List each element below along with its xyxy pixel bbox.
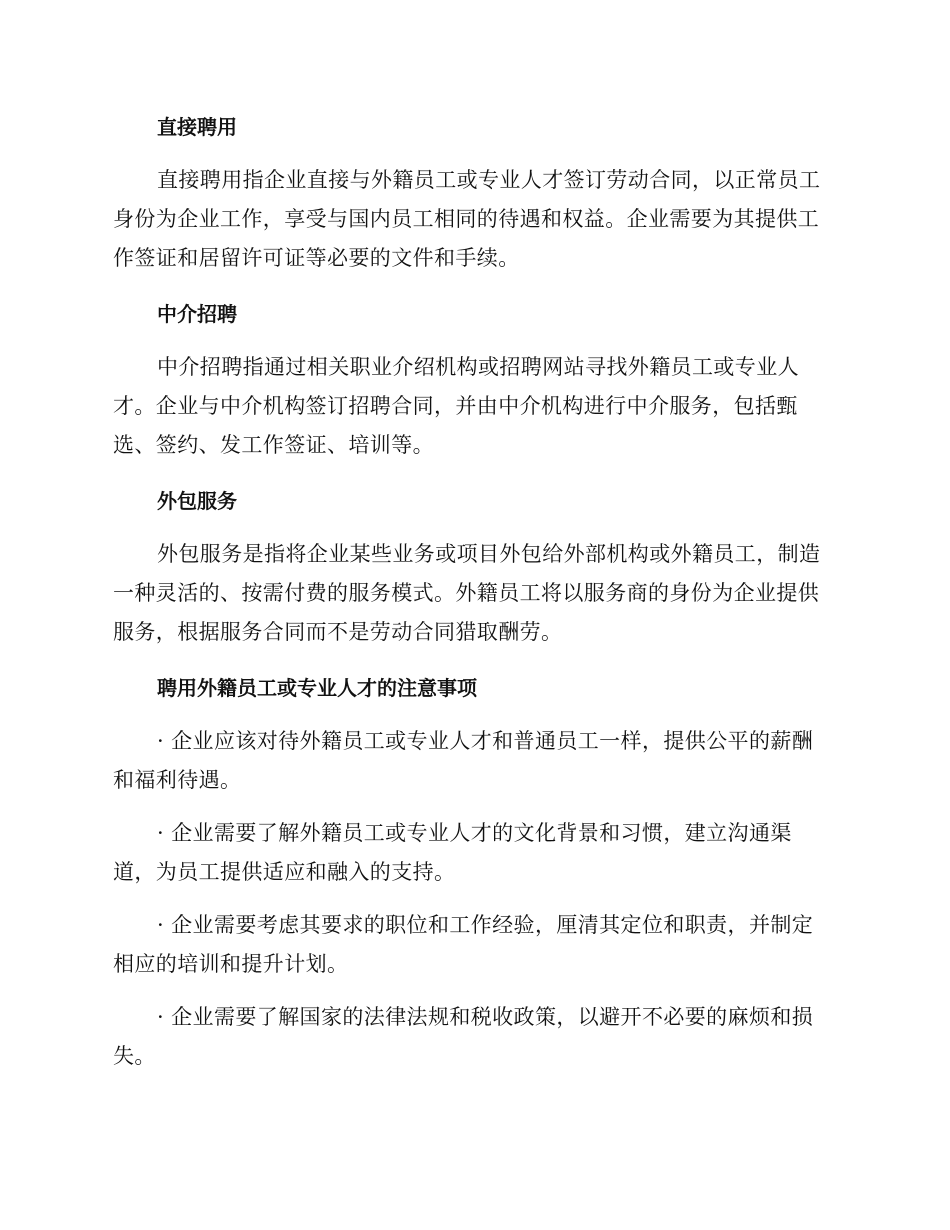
notes-item: · 企业需要了解国家的法律法规和税收政策，以避开不必要的麻烦和损失。: [113, 1005, 814, 1068]
section-heading-outsourcing: 外包服务: [157, 489, 237, 513]
notes-heading: 聘用外籍员工或专业人才的注意事项: [157, 676, 477, 700]
section-paragraph-outsourcing: 外包服务是指将企业某些业务或项目外包给外部机构或外籍员工，制造一种灵活的、按需付费的服务模式。外籍员工将以服务商的身份为企业提供服务，根据服务合同而不是劳动合同猎取酬劳。: [113, 542, 821, 644]
section-paragraph-agency-recruitment: 中介招聘指通过相关职业介绍机构或招聘网站寻找外籍员工或专业人才。企业与中介机构签订招聘合同，并由中介机构进行中介服务，包括甄选、签约、发工作签证、培训等。: [113, 355, 799, 457]
notes-item: · 企业应该对待外籍员工或专业人才和普通员工一样，提供公平的薪酬和福利待遇。: [113, 729, 814, 792]
section-heading-agency-recruitment: 中介招聘: [157, 302, 237, 326]
section-paragraph-direct-hire: 直接聘用指企业直接与外籍员工或专业人才签订劳动合同，以正常员工身份为企业工作，享受与国内员工相同的待遇和权益。企业需要为其提供工作签证和居留许可证等必要的文件和手续。: [113, 168, 821, 270]
notes-item: · 企业需要了解外籍员工或专业人才的文化背景和习惯，建立沟通渠道，为员工提供适应和融入的支持。: [113, 821, 792, 884]
document-body: [113, 107, 833, 1076]
notes-item: · 企业需要考虑其要求的职位和工作经验，厘清其定位和职责，并制定相应的培训和提升计划。: [113, 913, 814, 976]
section-heading-direct-hire: 直接聘用: [157, 115, 237, 139]
